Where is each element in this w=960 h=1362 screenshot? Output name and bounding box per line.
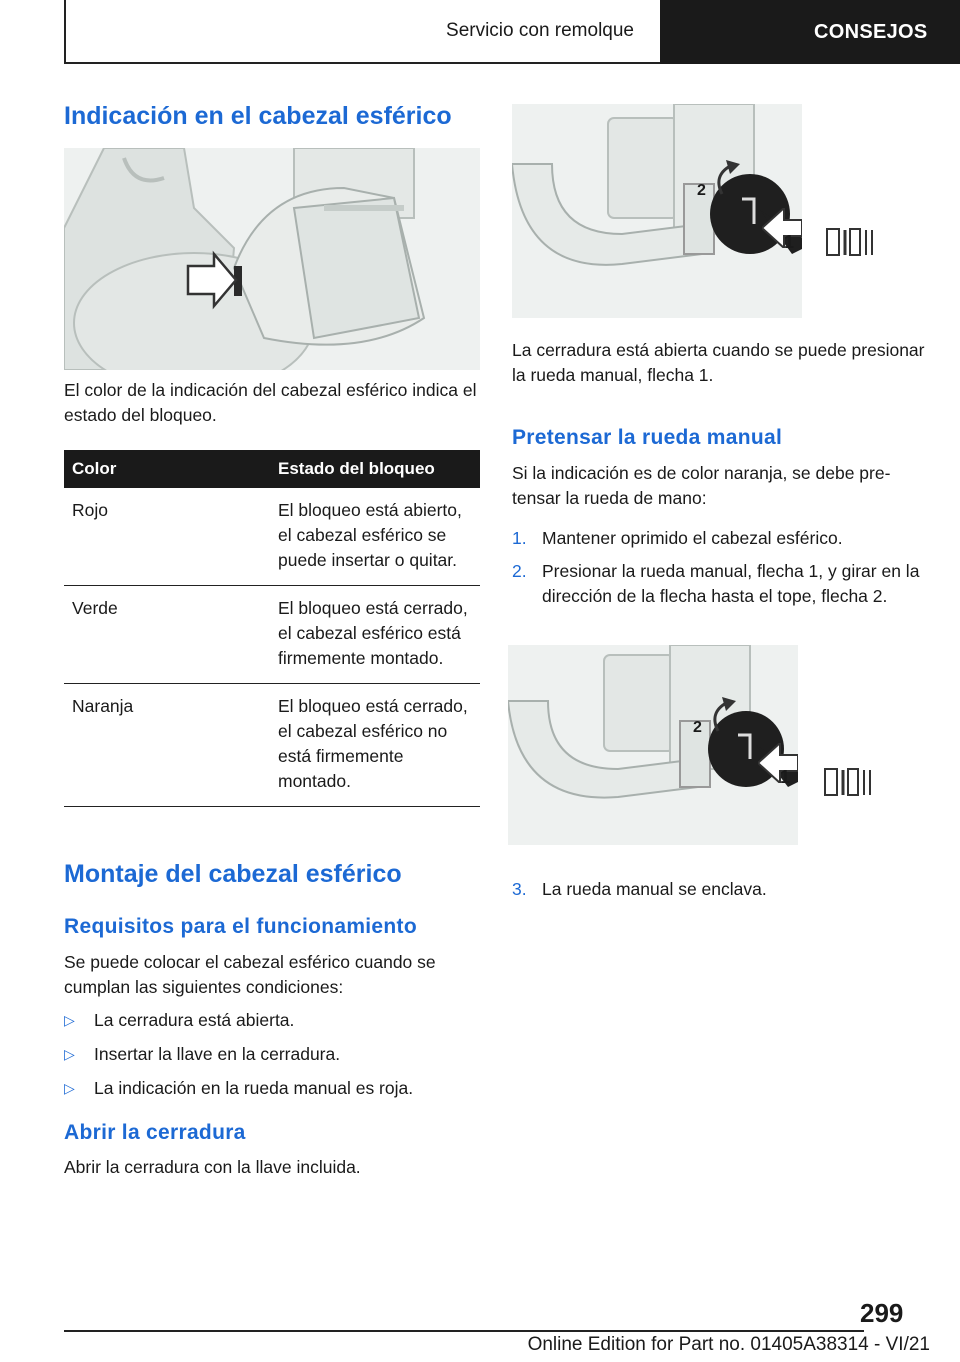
list-item-text: Presionar la rueda manual, flecha 1, y girar en la dirección de la flecha hasta el tope, flecha 2. bbox=[542, 561, 920, 606]
list-item bbox=[64, 1008, 480, 1033]
table-cell-color: Naranja bbox=[72, 696, 134, 716]
list-item bbox=[64, 1076, 480, 1101]
lock-status-table bbox=[64, 450, 480, 807]
table-header-color: Color bbox=[72, 459, 117, 478]
figure-label-arrow-2: 2 bbox=[697, 182, 706, 199]
triangle-bullet-icon: ▷ bbox=[64, 1080, 75, 1096]
figure-code-icon bbox=[826, 228, 876, 256]
pretension-steps-continued bbox=[512, 877, 928, 910]
subsection-title-requirements: Requisitos para el funcionamiento bbox=[64, 915, 417, 938]
list-item-text: La indicación en la rueda manual es roja. bbox=[94, 1078, 414, 1098]
arrow-1-icon bbox=[758, 743, 798, 783]
open-lock-caption: La cerradura está abierta cuando se puede presionar la rueda manual, flecha 1. bbox=[512, 340, 925, 385]
table-cell-color: Rojo bbox=[72, 500, 108, 520]
handwheel-drawing-top bbox=[512, 104, 802, 318]
list-item bbox=[512, 526, 928, 551]
table-header-row bbox=[64, 450, 480, 488]
figure-code-icon bbox=[824, 768, 874, 796]
intro-paragraph: El color de la indicación del cabezal esférico indica el estado del bloqueo. bbox=[64, 380, 477, 425]
figure-label-arrow-2: 2 bbox=[693, 719, 702, 736]
open-lock-paragraph: Abrir la cerradura con la llave incluida. bbox=[64, 1157, 361, 1177]
step-number: 2. bbox=[512, 561, 527, 581]
step-number: 3. bbox=[512, 879, 527, 899]
table-cell-color: Verde bbox=[72, 598, 118, 618]
triangle-bullet-icon: ▷ bbox=[64, 1012, 75, 1028]
header-section-title: Servicio con remolque bbox=[446, 20, 634, 41]
list-item-text: Mantener oprimido el cabezal esférico. bbox=[542, 528, 843, 548]
list-item bbox=[512, 877, 928, 902]
subsection-title-open-lock: Abrir la cerradura bbox=[64, 1121, 246, 1144]
table-header-state: Estado del bloqueo bbox=[278, 459, 435, 478]
handwheel-illustration-bottom bbox=[508, 645, 798, 845]
section-title-mounting: Montaje del cabezal esférico bbox=[64, 860, 402, 888]
requirements-paragraph: Se puede colocar el cabezal esférico cuando se cumplan las siguientes condiciones: bbox=[64, 952, 436, 997]
ball-head-indicator-illustration bbox=[64, 148, 480, 370]
handwheel-illustration-top bbox=[512, 104, 802, 318]
list-item-text: La rueda manual se enclava. bbox=[542, 879, 767, 899]
section-title-indicator: Indicación en el cabezal esférico bbox=[64, 102, 452, 130]
table-cell-state: El bloqueo está cerrado, el cabezal esférico está firmemente montado. bbox=[278, 598, 468, 668]
pretension-steps bbox=[512, 526, 928, 617]
ball-head-indicator-drawing bbox=[64, 148, 480, 370]
list-item-text: Insertar la llave en la cerradura. bbox=[94, 1044, 341, 1064]
footer-edition: Online Edition for Part no. 01405A38314 - VI/21 bbox=[527, 1334, 930, 1355]
step-number: 1. bbox=[512, 528, 527, 548]
figure-label-arrow-1: 1 bbox=[780, 767, 791, 787]
requirements-list bbox=[64, 1008, 480, 1110]
table-cell-state: El bloqueo está abierto, el cabezal esférico se puede insertar o quitar. bbox=[278, 500, 462, 570]
subsection-title-pretension: Pretensar la rueda manual bbox=[512, 426, 783, 449]
triangle-bullet-icon: ▷ bbox=[64, 1046, 75, 1062]
page-number: 299 bbox=[860, 1298, 904, 1328]
list-item bbox=[512, 559, 928, 609]
figure-label-arrow-1: 1 bbox=[784, 232, 795, 252]
header-bottom-rule bbox=[64, 62, 660, 64]
table-row bbox=[64, 586, 480, 684]
header-chapter-tab[interactable]: CONSEJOS bbox=[660, 0, 960, 64]
handwheel-drawing-bottom bbox=[508, 645, 798, 845]
footer-rule bbox=[64, 1330, 864, 1332]
arrow-1-icon bbox=[762, 208, 802, 248]
table-row bbox=[64, 684, 480, 807]
list-item bbox=[64, 1042, 480, 1067]
list-item-text: La cerradura está abierta. bbox=[94, 1010, 295, 1030]
table-row bbox=[64, 488, 480, 586]
pretension-paragraph: Si la indicación es de color naranja, se debe pretensar la rueda de mano: bbox=[512, 463, 891, 508]
table-cell-state: El bloqueo está cerrado, el cabezal esférico no está firmemente montado. bbox=[278, 696, 468, 791]
